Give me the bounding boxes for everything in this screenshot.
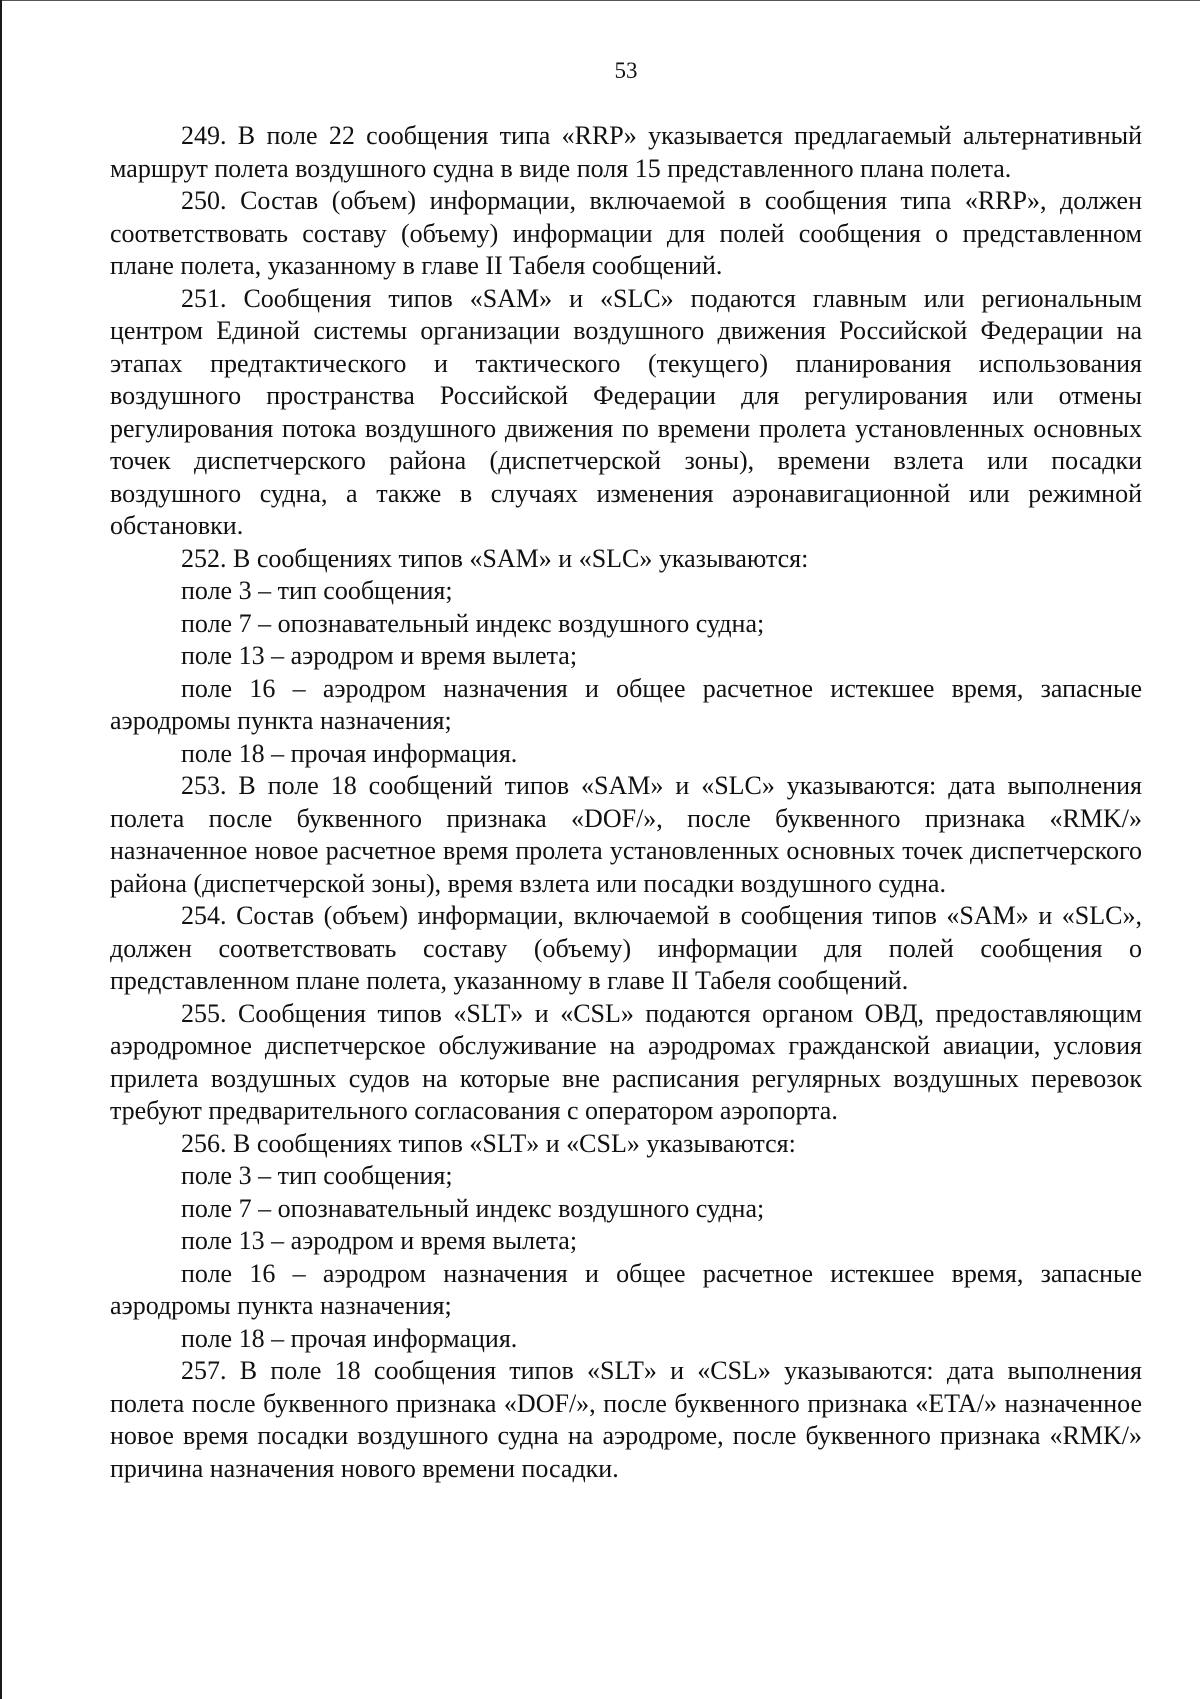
list-item-256-field-18: поле 18 – прочая информация. <box>181 1323 518 1353</box>
paragraph-253: 253. В поле 18 сообщений типов «SAM» и «SLC» указываются: дата выполнения полета после буквенного признака «DOF/», после буквенного признака «RMK/» назначенное новое расчетное время пролета установленных основных точек диспетчерского района (диспетчерской зоны), время взлета или посадки воздушного судна. <box>110 771 1142 898</box>
paragraph-250: 250. Состав (объем) информации, включаемой в сообщения типа «RRP», должен соответствовать составу (объему) информации для полей сообщения о представленном плане полета, указанному в главе II Табеля сообщений. <box>110 186 1142 280</box>
scan-edge-left <box>0 0 2 1699</box>
list-item-252-field-18: поле 18 – прочая информация. <box>181 738 518 768</box>
paragraph-257: 257. В поле 18 сообщения типов «SLT» и «CSL» указываются: дата выполнения полета после буквенного признака «DOF/», после буквенного признака «ETA/» назначенное новое время посадки воздушного судна на аэродроме, после буквенного признака «RMK/» причина назначения нового времени посадки. <box>110 1356 1142 1483</box>
page-number: 53 <box>614 58 638 83</box>
list-item-256-field-16: поле 16 – аэродром назначения и общее расчетное истекшее время, запасные аэродромы пункта назначения; <box>110 1258 1142 1320</box>
list-item-252-field-13: поле 13 – аэродром и время вылета; <box>181 641 578 670</box>
paragraph-254: 254. Состав (объем) информации, включаемой в сообщения типов «SAM» и «SLC», должен соответствовать составу (объему) информации для полей сообщения о представленном плане полета, указанному в главе II Табеля сообщений. <box>110 901 1142 995</box>
paragraph-256: 256. В сообщениях типов «SLT» и «CSL» указываются: <box>181 1128 796 1158</box>
document-body <box>110 120 1142 1485</box>
list-item-256-field-13: поле 13 – аэродром и время вылета; <box>181 1226 578 1255</box>
scan-edge-top <box>0 0 1200 1</box>
paragraph-255: 255. Сообщения типов «SLT» и «CSL» подаются органом ОВД, предоставляющим аэродромное диспетчерское обслуживание на аэродромах гражданской авиации, условия прилета воздушных судов на которые вне расписания регулярных воздушных перевозок требуют предварительного согласования с оператором аэропорта. <box>110 998 1142 1125</box>
paragraph-252: 252. В сообщениях типов «SAM» и «SLC» указываются: <box>181 543 809 573</box>
paragraph-251: 251. Сообщения типов «SAM» и «SLC» подаются главным или региональным центром Единой системы организации воздушного движения Российской Федерации на этапах предтактического и тактического (текущего) планирования использования воздушного пространства Российской Федерации для регулирования или отмены регулирования потока воздушного движения по времени пролета установленных основных точек диспетчерского района (диспетчерской зоны), времени взлета или посадки воздушного судна, а также в случаях изменения аэронавигационной или режимной обстановки. <box>110 283 1142 540</box>
list-item-256-field-3: поле 3 – тип сообщения; <box>181 1161 453 1190</box>
list-item-252-field-16: поле 16 – аэродром назначения и общее расчетное истекшее время, запасные аэродромы пункта назначения; <box>110 673 1142 735</box>
list-item-256-field-7: поле 7 – опознавательный индекс воздушного судна; <box>181 1193 765 1223</box>
list-item-252-field-7: поле 7 – опознавательный индекс воздушного судна; <box>181 608 765 638</box>
paragraph-249: 249. В поле 22 сообщения типа «RRP» указывается предлагаемый альтернативный маршрут полета воздушного судна в виде поля 15 представленного плана полета. <box>110 121 1142 183</box>
list-item-252-field-3: поле 3 – тип сообщения; <box>181 576 453 605</box>
